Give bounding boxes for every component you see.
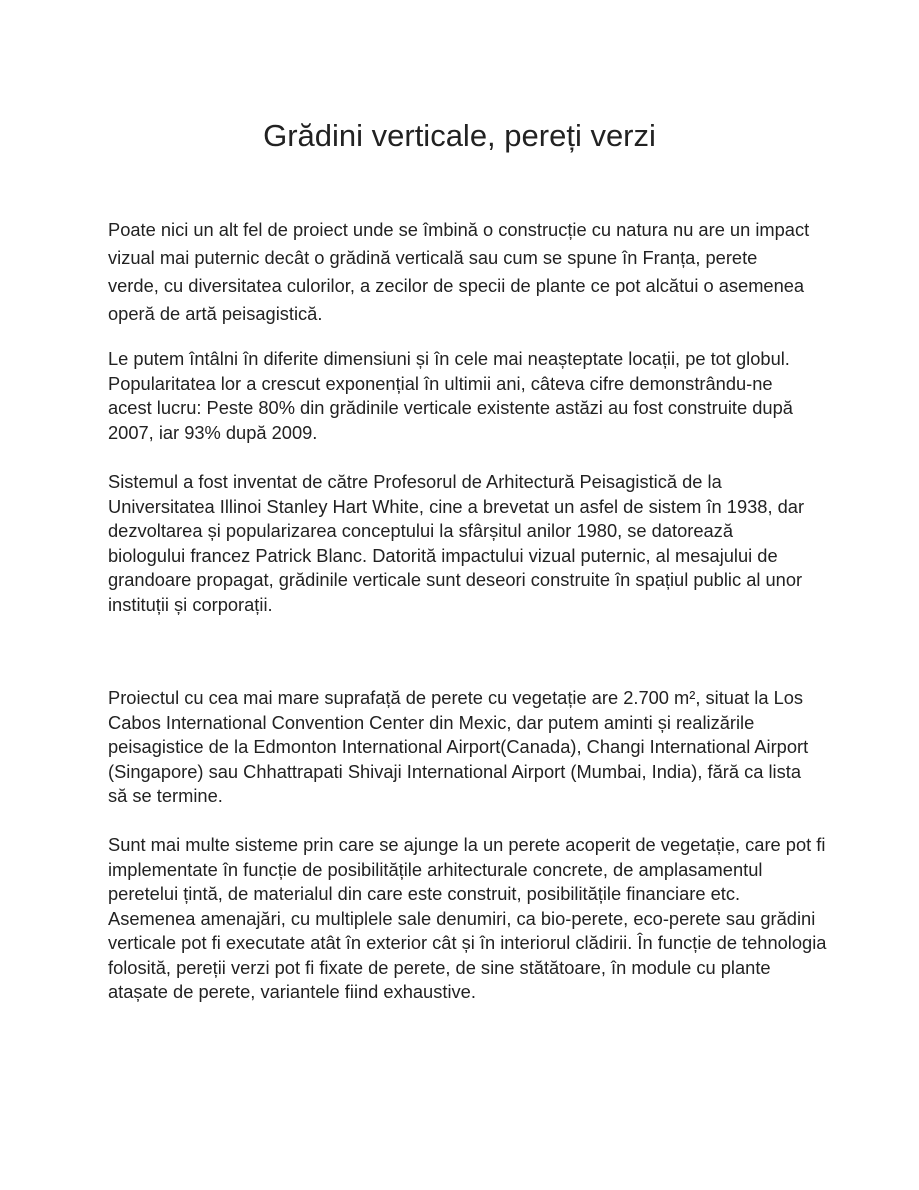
document-title: Grădini verticale, pereți verzi xyxy=(263,118,656,153)
paragraph-popularity: Le putem întâlni în diferite dimensiuni și în cele mai neașteptate locații, pe tot globul. Popularitatea lor a crescut exponențial în ultimii ani, câteva cifre demonstrându-ne acest lucru: Peste 80% din grădinile verticale existente astăzi au fost construite după 2007, iar 93% după 2009. xyxy=(108,348,793,443)
paragraph-largest-project: Proiectul cu cea mai mare suprafață de perete cu vegetație are 2.700 m², situat la Los Cabos International Convention Center din Mexic, dar putem aminti și realizările peisagistice de la Edmonton International Airport(Canada), Changi International Airport (Singapore) sau Chhattrapati Shivaji International Airport (Mumbai, India), fără ca lista să se termine. xyxy=(108,687,809,806)
paragraph-intro: Poate nici un alt fel de proiect unde se îmbină o construcție cu natura nu are un impact vizual mai puternic decât o grădină verticală sau cum se spune în Franța, perete verde, cu diversitatea culorilor, a zecilor de specii de plante ce pot alcătui o asemenea operă de artă peisagistică. xyxy=(108,219,810,324)
paragraph-history: Sistemul a fost inventat de către Profesorul de Arhitectură Peisagistică de la Universitatea Illinoi Stanley Hart White, cine a brevetat un asfel de sistem în 1938, dar dezvoltarea și popularizarea conceptului la sfârșitul anilor 1980, se datorează biologului francez Patrick Blanc. Datorită impactului vizual puternic, al mesajului de grandoare propagat, grădinile verticale sunt deseori construite în spațiul public al unor instituții și corporații. xyxy=(108,471,805,615)
paragraph-systems: Sunt mai multe sisteme prin care se ajunge la un perete acoperit de vegetație, care pot fi implementate în funcție de posibilitățile arhitecturale concrete, de amplasamentul peretelui țintă, de materialul din care este construit, posibilitățile financiare etc. Asemenea amenajări, cu multiplele sale denumiri, ca bio-perete, eco-perete sau grădini verticale pot fi executate atât în exterior cât și în interiorul clădirii. În funcție de tehnologia folosită, pereții verzi pot fi fixate de perete, de sine stătătoare, în module cu plante atașate de perete, variantele fiind exhaustive. xyxy=(108,834,827,1002)
